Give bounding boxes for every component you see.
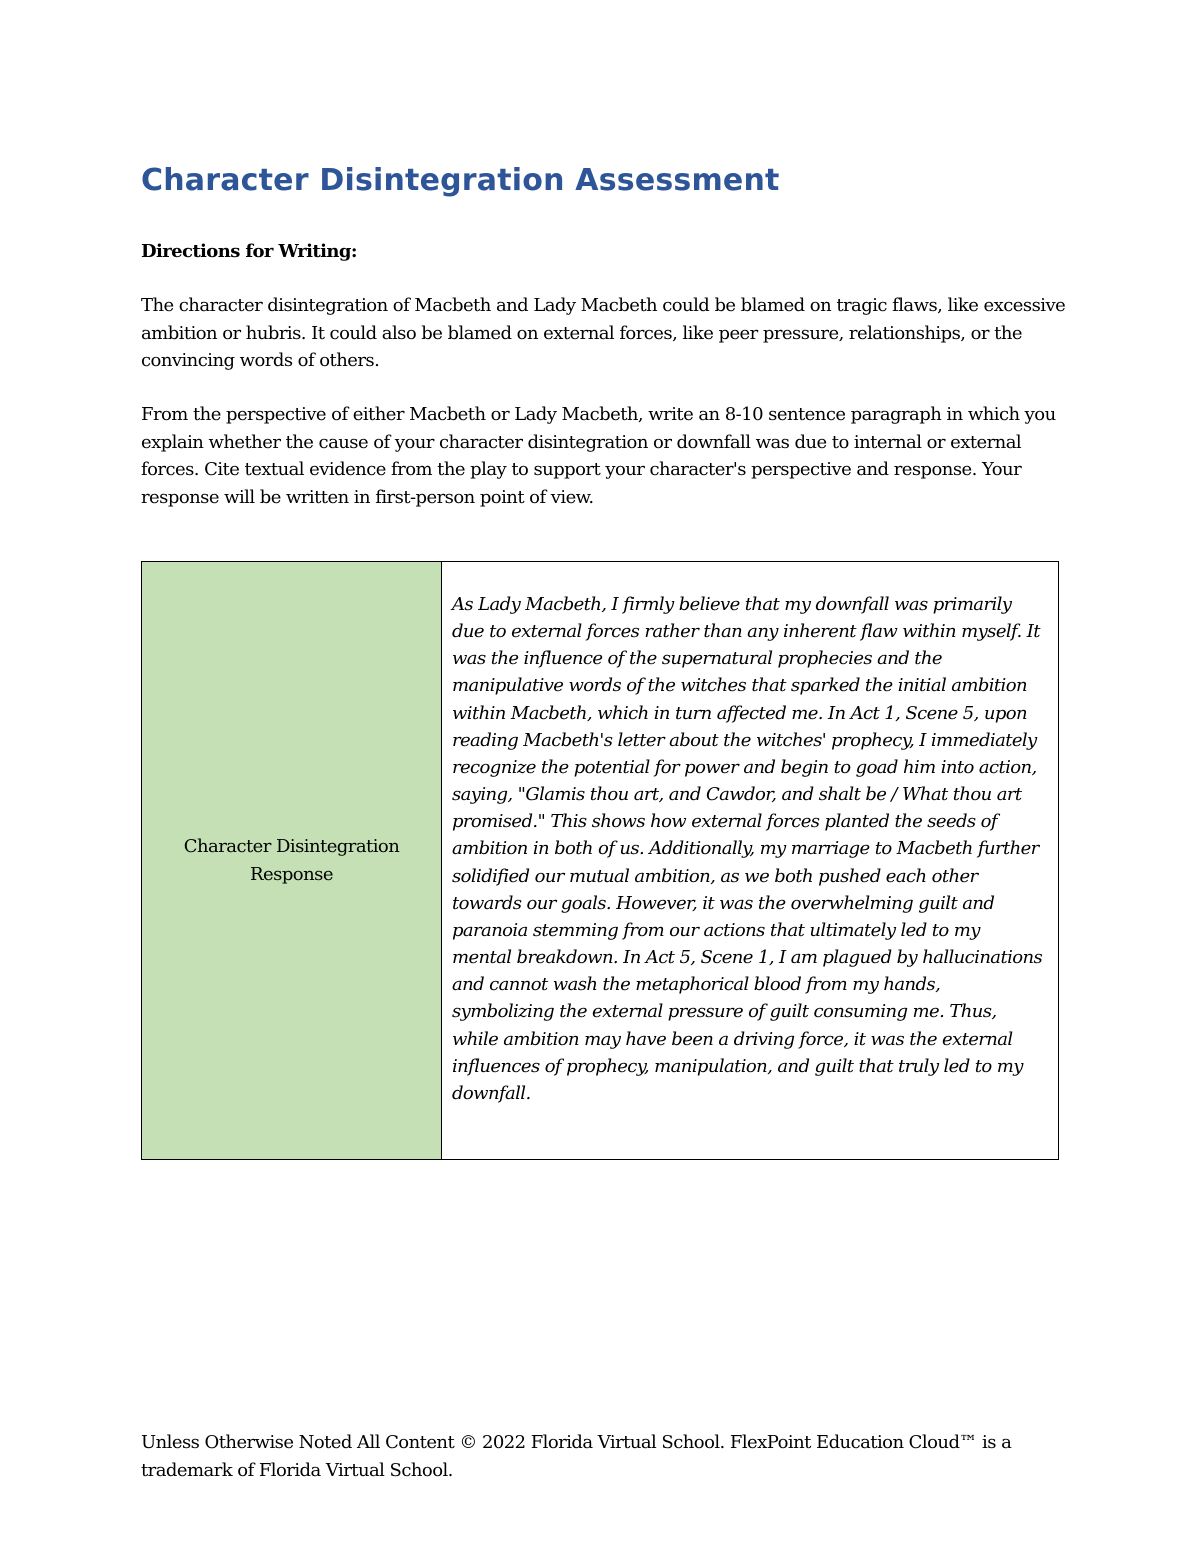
- response-table-row: [142, 562, 1059, 1160]
- directions-paragraph-1: The character disintegration of Macbeth and Lady Macbeth could be blamed on tragic flaws, like excessive ambition or hubris. It could also be blamed on external forces, like peer pressure, relationships, or the convincing words of others.: [141, 295, 1066, 371]
- response-text[interactable]: As Lady Macbeth, I firmly believe that my downfall was primarily due to external forces rather than any inherent flaw within myself. It was the influence of the supernatural prophecies and the manipulative words of the witches that sparked the initial ambition within Macbeth, which in turn affected me. In Act 1, Scene 5, upon reading Macbeth's letter about the witches' prophecy, I immediately recognize the potential for power and begin to goad him into action, saying, "Glamis thou art, and Cawdor, and shalt be / What thou art promised." This shows how external forces planted the seeds of ambition in both of us. Additionally, my marriage to Macbeth further solidified our mutual ambition, as we both pushed each other towards our goals. However, it was the overwhelming guilt and paranoia stemming from our actions that ultimately led to my mental breakdown. In Act 5, Scene 1, I am plagued by hallucinations and cannot wash the metaphorical blood from my hands, symbolizing the external pressure of guilt consuming me. Thus, while ambition may have been a driving force, it was the external influences of prophecy, manipulation, and guilt that truly led to my downfall.: [452, 594, 1043, 1104]
- copyright-footer: Unless Otherwise Noted All Content © 2022 Florida Virtual School. FlexPoint Education Cloud™ is a trademark of Florida Virtual School.: [141, 1432, 1012, 1481]
- directions-paragraph-2: From the perspective of either Macbeth or Lady Macbeth, write an 8-10 sentence paragraph in which you explain whether the cause of your character disintegration or downfall was due to internal or external forces. Cite textual evidence from the play to support your character's perspective and response. Your response will be written in first-person point of view.: [141, 404, 1056, 508]
- directions-heading: Directions for Writing:: [141, 241, 357, 262]
- response-table: [141, 561, 1059, 1160]
- response-label: Character Disintegration Response: [183, 835, 400, 885]
- page-title: Character Disintegration Assessment: [141, 163, 780, 198]
- response-text-cell[interactable]: [442, 562, 1059, 1160]
- response-label-cell: [142, 562, 442, 1160]
